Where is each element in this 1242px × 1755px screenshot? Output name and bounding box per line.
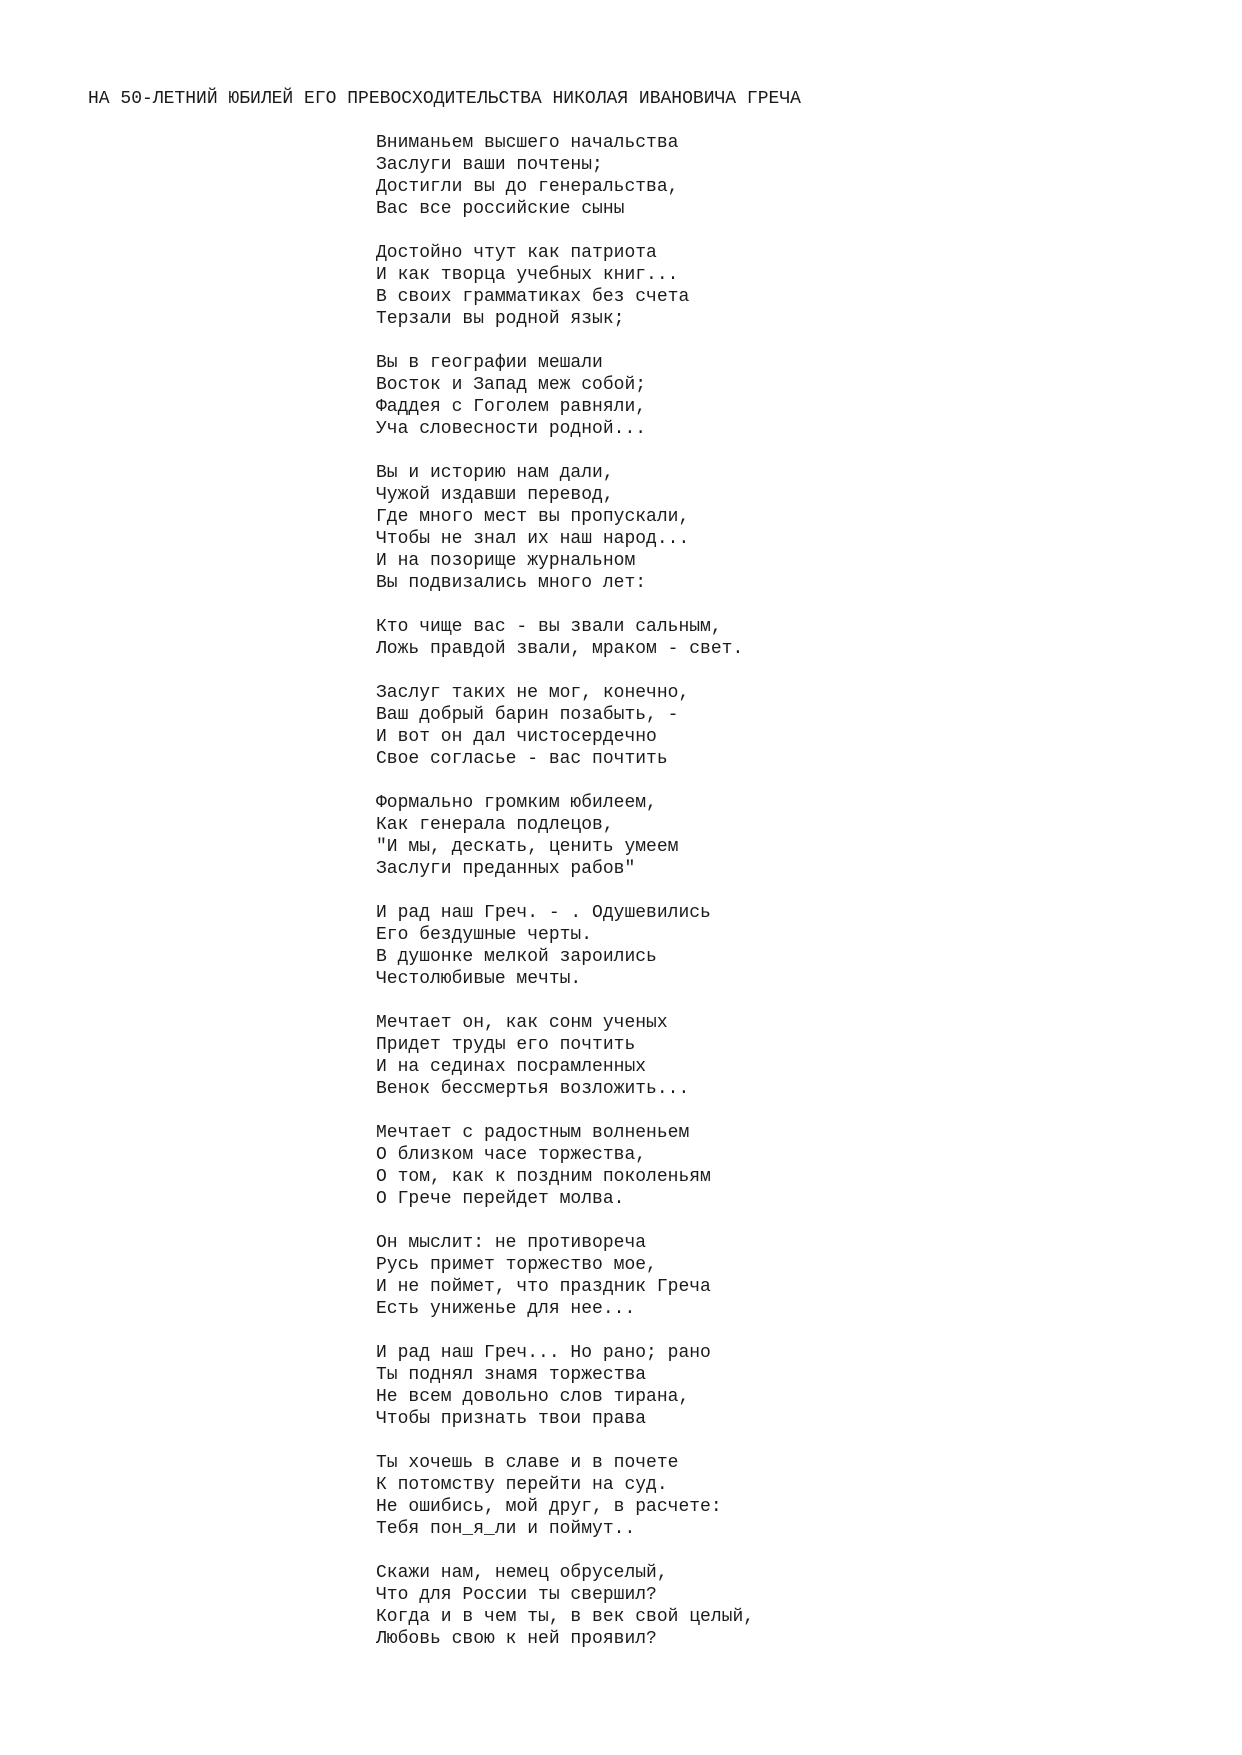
stanza — [376, 902, 754, 990]
poem-line: И рад наш Греч... Но рано; рано — [376, 1343, 711, 1363]
stanza — [376, 352, 754, 440]
poem-line: Не всем довольно слов тирана, — [376, 1387, 690, 1407]
stanza — [376, 792, 754, 880]
poem-line: Ты поднял знамя торжества — [376, 1365, 647, 1385]
poem-line: Вы и историю нам дали, — [376, 463, 614, 483]
poem-line: Формально громким юбилеем, — [376, 793, 657, 813]
stanza — [376, 1012, 754, 1100]
poem-line: Вы подвизались много лет: — [376, 573, 647, 593]
poem-line: Ложь правдой звали, мраком - свет. — [376, 639, 744, 659]
poem-line: Вас все российские сыны — [376, 199, 625, 219]
stanza — [376, 1122, 754, 1210]
stanza — [376, 462, 754, 594]
poem-line: Вы в географии мешали — [376, 353, 603, 373]
poem-line: Восток и Запад меж собой; — [376, 375, 647, 395]
poem-line: "И мы, дескать, ценить умеем — [376, 837, 679, 857]
poem-line: Он мыслит: не противореча — [376, 1233, 647, 1253]
poem-line: И на сединах посрамленных — [376, 1057, 647, 1077]
poem-line: Фаддея с Гоголем равняли, — [376, 397, 647, 417]
poem-line: Как генерала подлецов, — [376, 815, 614, 835]
poem-title: НА 50-ЛЕТНИЙ ЮБИЛЕЙ ЕГО ПРЕВОСХОДИТЕЛЬСТВА НИКОЛАЯ ИВАНОВИЧА ГРЕЧА — [88, 89, 801, 109]
stanza — [376, 132, 754, 220]
poem-line: Ваш добрый барин позабыть, - — [376, 705, 679, 725]
poem-line: Заслуг таких не мог, конечно, — [376, 683, 690, 703]
poem-line: Заслуги преданных рабов" — [376, 859, 636, 879]
poem-line: Чтобы не знал их наш народ... — [376, 529, 690, 549]
poem-line: Не ошибись, мой друг, в расчете: — [376, 1497, 722, 1517]
poem-line: Терзали вы родной язык; — [376, 309, 625, 329]
stanza — [376, 682, 754, 770]
poem-line: Вниманьем высшего начальства — [376, 133, 679, 153]
poem-line: Заслуги ваши почтены; — [376, 155, 603, 175]
poem-line: Честолюбивые мечты. — [376, 969, 582, 989]
poem-line: Что для России ты свершил? — [376, 1585, 657, 1605]
poem-line: Любовь свою к ней проявил? — [376, 1629, 657, 1649]
poem-line: Достойно чтут как патриота — [376, 243, 657, 263]
poem-line: О том, как к поздним поколеньям — [376, 1167, 711, 1187]
poem-line: И не поймет, что праздник Греча — [376, 1277, 711, 1297]
stanza — [376, 1562, 754, 1650]
poem-body — [376, 132, 754, 1672]
stanza — [376, 1232, 754, 1320]
poem-line: И на позорище журнальном — [376, 551, 636, 571]
poem-line: Свое согласье - вас почтить — [376, 749, 668, 769]
stanza — [376, 616, 754, 660]
poem-line: Русь примет торжество мое, — [376, 1255, 657, 1275]
poem-line: Уча словесности родной... — [376, 419, 647, 439]
poem-line: В своих грамматиках без счета — [376, 287, 690, 307]
poem-line: Чтобы признать твои права — [376, 1409, 647, 1429]
poem-line: Есть униженье для нее... — [376, 1299, 636, 1319]
poem-line: Венок бессмертья возложить... — [376, 1079, 690, 1099]
poem-line: И вот он дал чистосердечно — [376, 727, 657, 747]
poem-line: Достигли вы до генеральства, — [376, 177, 679, 197]
poem-line: И как творца учебных книг... — [376, 265, 679, 285]
poem-line: К потомству перейти на суд. — [376, 1475, 668, 1495]
poem-line: Скажи нам, немец обруселый, — [376, 1563, 668, 1583]
poem-line: Мечтает с радостным волненьем — [376, 1123, 690, 1143]
poem-line: О близком часе торжества, — [376, 1145, 647, 1165]
poem-line: Придет труды его почтить — [376, 1035, 636, 1055]
stanza — [376, 242, 754, 330]
poem-line: Чужой издавши перевод, — [376, 485, 614, 505]
stanza — [376, 1342, 754, 1430]
poem-line: Мечтает он, как сонм ученых — [376, 1013, 668, 1033]
poem-line: В душонке мелкой зароились — [376, 947, 657, 967]
poem-line: Его бездушные черты. — [376, 925, 593, 945]
poem-line: Тебя пон_я_ли и поймут.. — [376, 1519, 636, 1539]
poem-line: О Грече перейдет молва. — [376, 1189, 625, 1209]
poem-line: Кто чище вас - вы звали сальным, — [376, 617, 722, 637]
stanza — [376, 1452, 754, 1540]
poem-line: Где много мест вы пропускали, — [376, 507, 690, 527]
poem-line: Когда и в чем ты, в век свой целый, — [376, 1607, 755, 1627]
poem-line: И рад наш Греч. - . Одушевились — [376, 903, 711, 923]
poem-line: Ты хочешь в славе и в почете — [376, 1453, 679, 1473]
